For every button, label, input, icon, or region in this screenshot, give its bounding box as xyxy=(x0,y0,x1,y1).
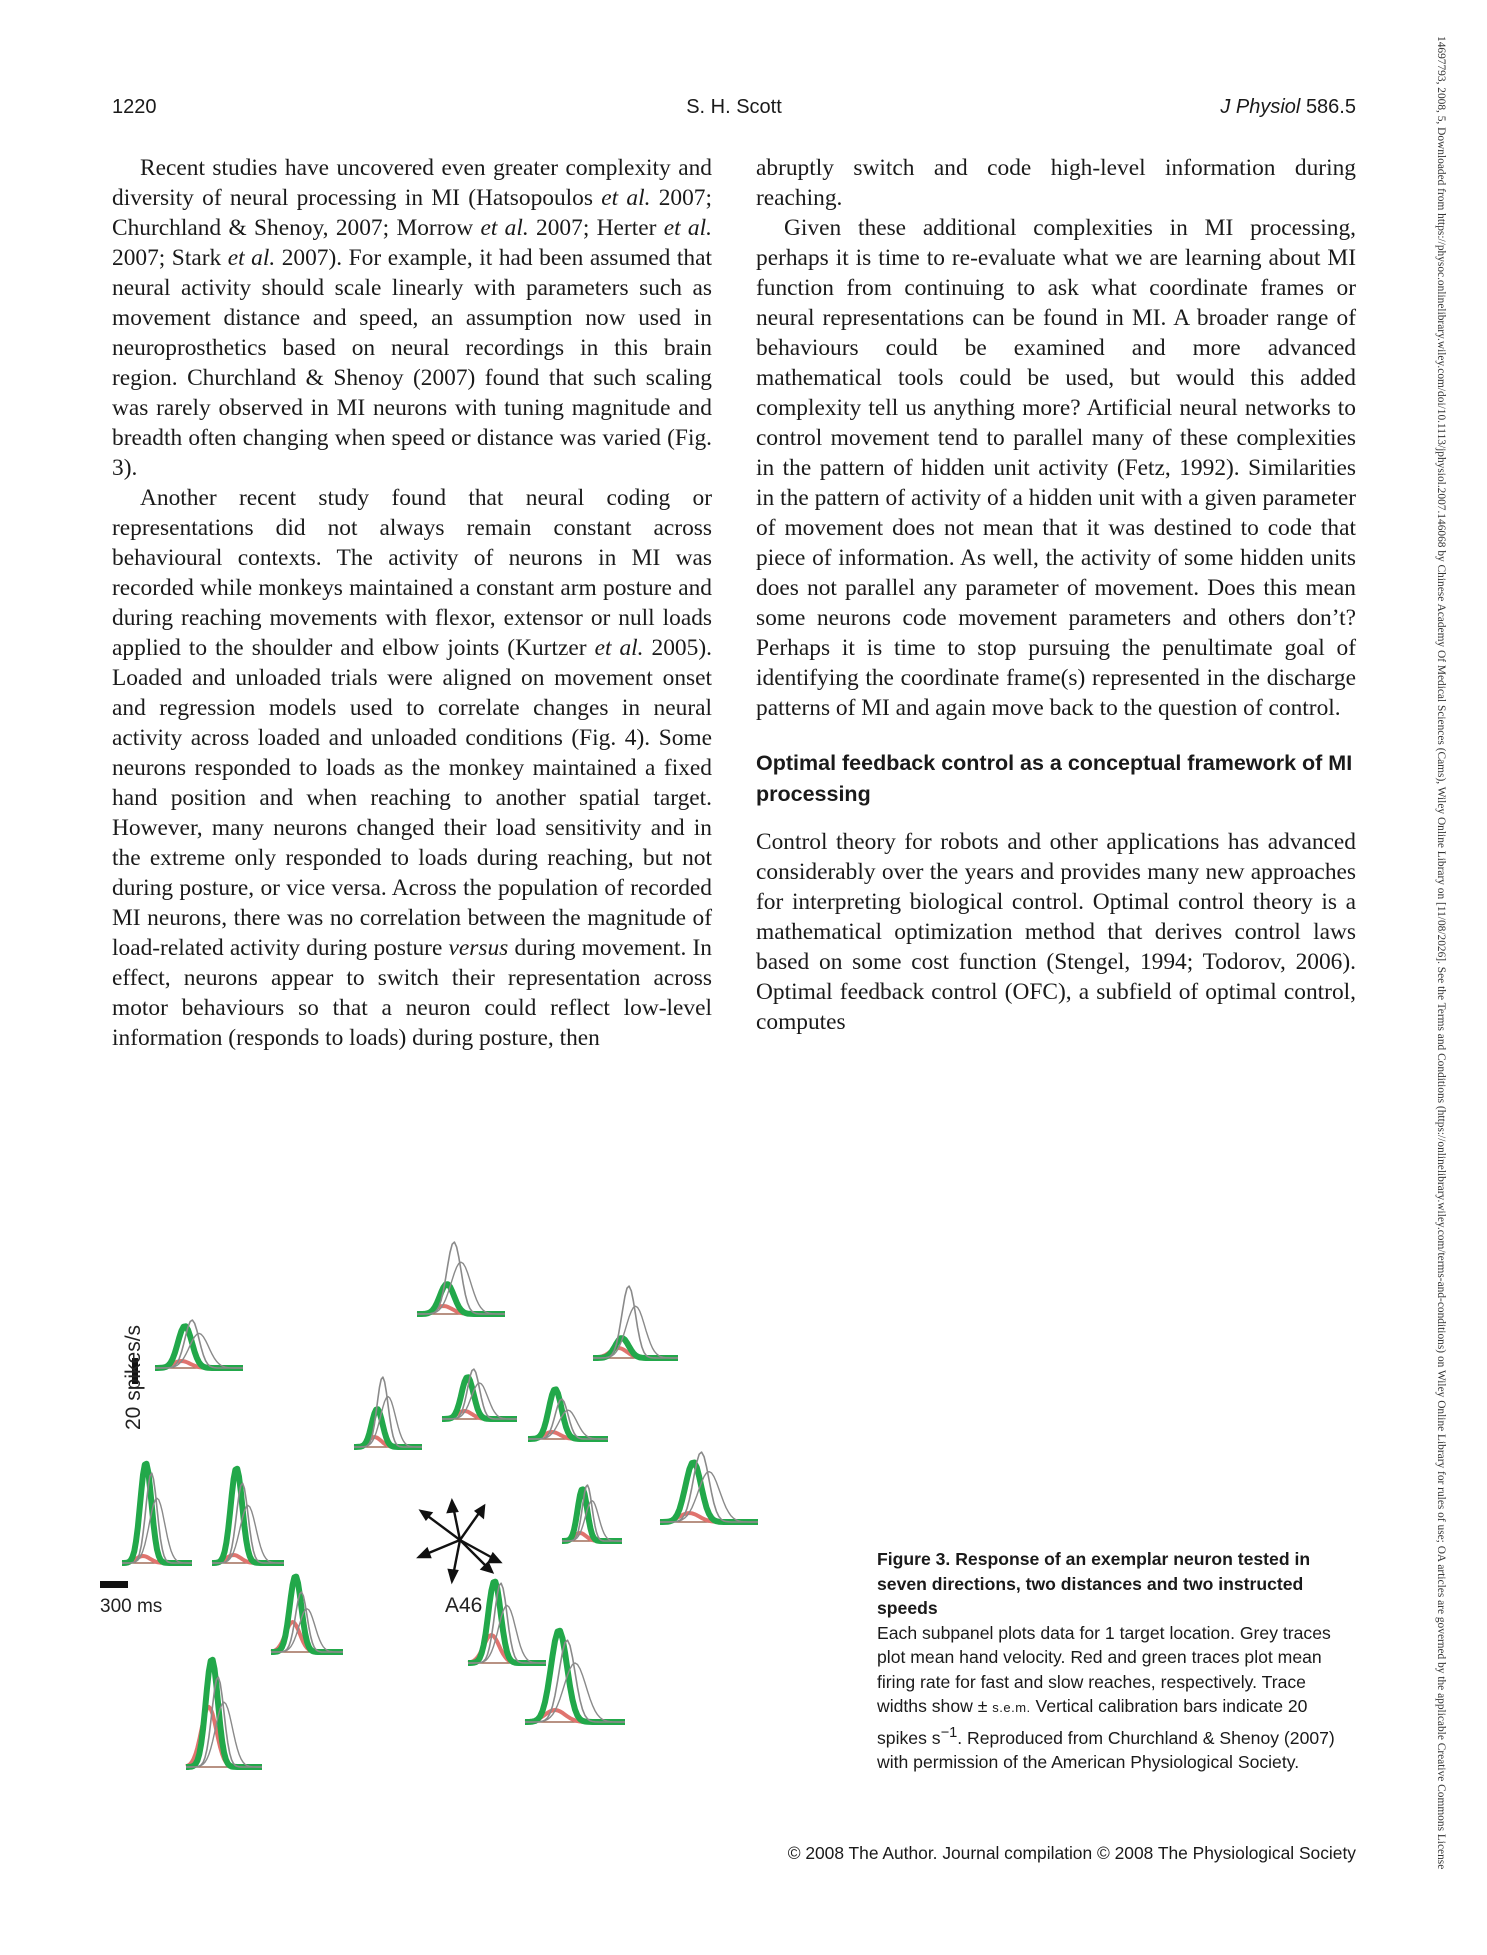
firing-rate-subpanel xyxy=(528,1389,608,1439)
paragraph: Recent studies have uncovered even greater complexity and diversity of neural processing in MI (Hatsopoulos et al. 2007; Churchland & Shenoy, 2007; Morrow et al. 2007; Herter et al. 2007; Stark et al. 2007). For example, it had been assumed that neural activity should scale linearly with parameters such as movement distance and speed, an assumption now used in neuroprosthetics based on neural recordings in this brain region. Churchland & Shenoy (2007) found that such scaling was rarely observed in MI neurons with tuning magnitude and breadth often changing when speed or distance was varied (Fig. 3). xyxy=(112,155,712,481)
paragraph: Given these additional complexities in MI processing, perhaps it is time to re-evaluate what we are learning about MI function from continuing to ask what coordinate frames or neural representations can be found in MI. A broader range of behaviours could be examined and more advanced mathematical tools could be used, but would this added complexity tell us anything more? Artificial neural networks to control movement tend to parallel many of these complexities in the pattern of hidden unit activity (Fetz, 1992). Similarities in the pattern of activity of a hidden unit with a given parameter of movement does not mean that it was destined to code that piece of information. As well, the activity of some hidden units does not parallel any parameter of movement. Does this mean some neurons code movement parameters and others don’t? Perhaps it is time to stop pursuing the penultimate goal of identifying the coordinate frame(s) represented in the discharge patterns of MI and again move back to the question of control. xyxy=(756,215,1356,721)
firing-rate-subpanel xyxy=(525,1631,625,1722)
page-number: 1220 xyxy=(112,96,157,118)
journal-reference xyxy=(1220,96,1356,119)
firing-rate-subpanel xyxy=(122,1464,192,1563)
copyright-notice: © 2008 The Author. Journal compilation © 2008 The Physiological Society xyxy=(787,1843,1356,1863)
trace-line xyxy=(593,1286,678,1358)
arrowhead xyxy=(449,1570,457,1581)
download-sidebar-notice: 14697793, 2008, 5, Downloaded from https://physoc.onlinelibrary.wiley.com/doi/10.1113/jphysiol.2007.146068 by Chinese Academy Of Medical Sciences (Cams), Wiley Online Library on [11/08/2026]. See the Terms and Conditions (https://onlinelibrary.wiley.com/terms-and-conditions) on Wiley Online Library for rules of use; OA articles are governed by the applicable Creative Commons License xyxy=(1435,36,1447,1870)
calibration-bar-300ms xyxy=(100,1581,128,1588)
trace-line xyxy=(155,1326,243,1368)
firing-rate-subpanel xyxy=(442,1369,517,1419)
section-heading: Optimal feedback control as a conceptual framework of MI processing xyxy=(756,751,1353,806)
firing-rate-subpanel xyxy=(271,1577,343,1652)
firing-rate-subpanel xyxy=(155,1320,243,1368)
figure-3-graphic xyxy=(100,1205,830,1805)
page-header xyxy=(112,96,1356,126)
direction-arrows-icon xyxy=(419,1501,500,1581)
calibration-label-spikes: 20 spikes/s xyxy=(122,1324,145,1430)
neuron-label: A46 xyxy=(445,1594,483,1617)
firing-rate-subpanel xyxy=(186,1660,262,1767)
paragraph: Another recent study found that neural coding or representations did not always remain constant across behavioural contexts. The activity of neurons in MI was recorded while monkeys maintained a constant arm posture and during reaching movements with flexor, extensor or null loads applied to the shoulder and elbow joints (Kurtzer et al. 2005). Loaded and unloaded trials were aligned on movement onset and regression models used to correlate changes in neural activity across loaded and unloaded conditions (Fig. 4). Some neurons responded to loads as the monkey maintained a fixed hand position and when reaching to another spatial target. However, many neurons changed their load sensitivity and in the extreme only responded to loads during reaching, but not during posture, or vice versa. Across the population of recorded MI neurons, there was no correlation between the magnitude of load-related activity during posture versus during movement. In effect, neurons appear to switch their representation across motor behaviours so that a neuron could reflect low-level information (responds to loads) during posture, then xyxy=(112,485,712,1051)
figure-caption xyxy=(877,1547,1355,1774)
right-column xyxy=(756,153,1356,1037)
running-author: S. H. Scott xyxy=(686,96,782,118)
trace-line xyxy=(593,1338,678,1358)
firing-rate-subpanel xyxy=(354,1377,422,1447)
caption-body: Each subpanel plots data for 1 target location. Grey traces plot mean hand velocity. Red and green traces plot mean firing rate for fast and slow reaches, respectively. Trace widths show ± s.e.m. Vertical calibration bars indicate 20 spikes $s^{-1}$. Reproduced from Churchland & Shenoy (2007) with permission of the American Physiological Society. xyxy=(877,1622,1335,1772)
trace-line xyxy=(417,1242,505,1314)
arrowhead xyxy=(489,1554,500,1562)
figure-3-panel xyxy=(100,1205,830,1805)
paragraph: abruptly switch and code high-level information during reaching. xyxy=(756,155,1356,211)
arrowhead xyxy=(419,1549,430,1557)
calibration-label-time: 300 ms xyxy=(100,1596,163,1617)
arrowhead xyxy=(448,1501,457,1512)
journal-volume: 586.5 xyxy=(1305,96,1356,118)
firing-rate-subpanel xyxy=(660,1452,758,1522)
trace-line xyxy=(562,1489,622,1541)
trace-line xyxy=(354,1409,422,1447)
left-column xyxy=(112,153,712,1053)
firing-rate-subpanel xyxy=(417,1242,505,1314)
journal-name: J Physiol xyxy=(1220,96,1301,118)
firing-rate-subpanel xyxy=(562,1485,622,1541)
firing-rate-subpanel xyxy=(593,1286,678,1358)
caption-title: Figure 3. Response of an exemplar neuron tested in seven directions, two distances and two instructed speeds xyxy=(877,1549,1311,1618)
paragraph: Control theory for robots and other applications has advanced considerably over the years and provides many new approaches for interpreting biological control. Optimal control theory is a mathematical optimization method that derives control laws based on some cost function (Stengel, 1994; Todorov, 2006). Optimal feedback control (OFC), a subfield of optimal control, computes xyxy=(756,829,1356,1035)
firing-rate-subpanel xyxy=(212,1469,284,1563)
trace-line xyxy=(417,1284,505,1314)
